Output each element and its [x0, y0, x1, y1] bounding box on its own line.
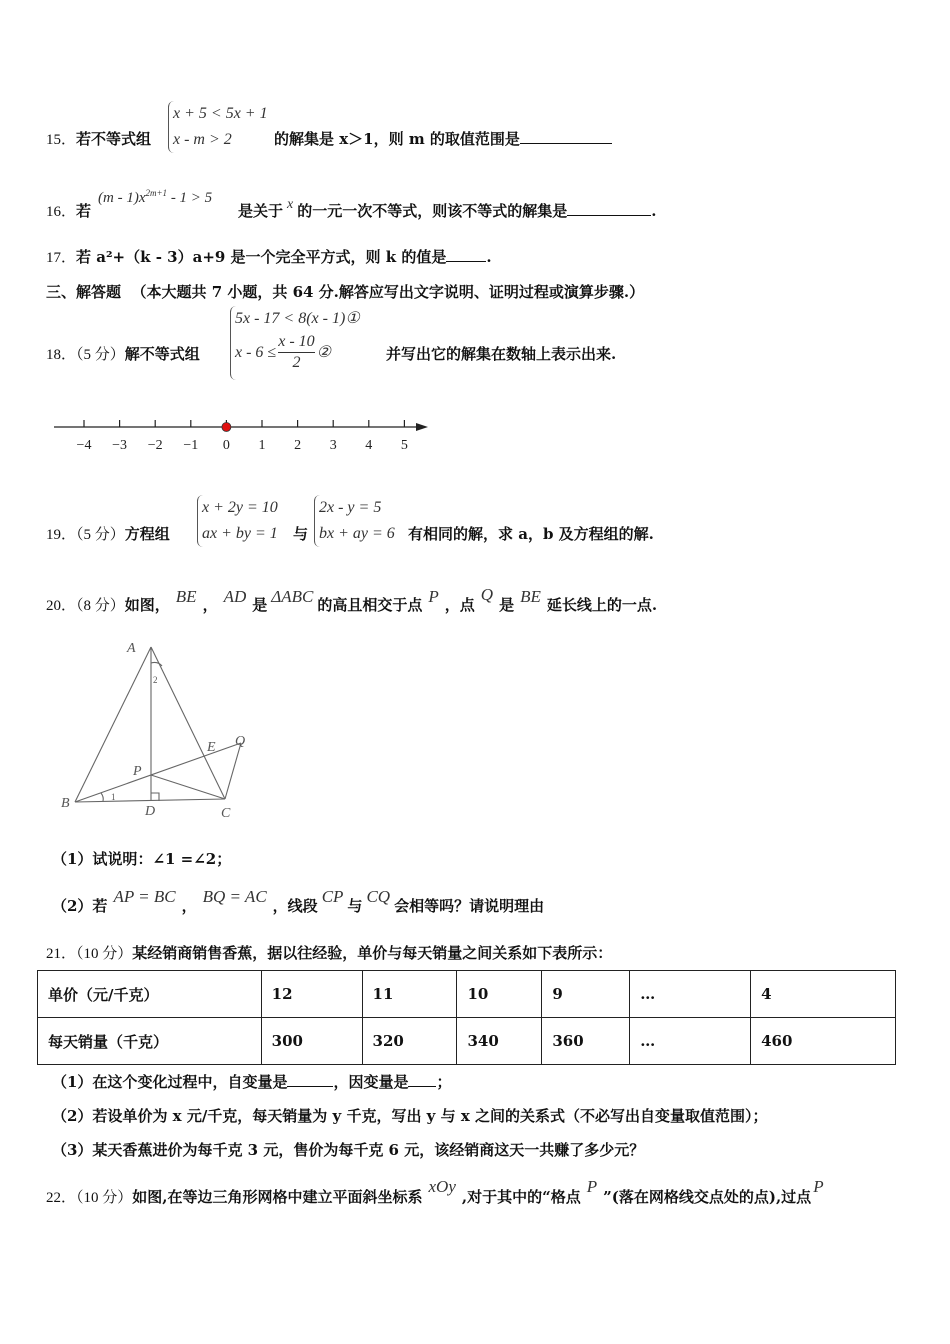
- number-line-tick-label: −4: [76, 438, 92, 453]
- q15-line1: x + 5 < 5x + 1: [173, 105, 268, 122]
- table-cell: 320: [362, 1018, 457, 1065]
- q21-part-3: （3）某天香蕉进价为每千克 3 元，售价为每千克 6 元，该经销商这天一共赚了多少元？: [52, 1141, 645, 1159]
- q18-system: [230, 306, 360, 380]
- q19-post: 有相同的解，求 a，b 及方程组的解.: [408, 525, 654, 543]
- number-line-tick-label: −3: [112, 438, 128, 453]
- table-cell: 单价（元/千克）: [38, 971, 262, 1018]
- q17: 17．若 a²+（k - 3）a+9 是一个完全平方式，则 k 的值是 .: [46, 248, 492, 266]
- q16-blank[interactable]: [567, 201, 651, 216]
- table-cell: 4: [751, 971, 896, 1018]
- label-angle-1: 1: [111, 792, 116, 802]
- q16-number: 16．: [46, 204, 77, 220]
- number-line-tick-label: 1: [258, 438, 266, 453]
- label-a: A: [127, 641, 136, 656]
- table-cell: …: [630, 971, 751, 1018]
- q19-and: 与: [293, 525, 309, 543]
- q15-number-and-stem: [46, 128, 151, 149]
- q15-system: [168, 101, 268, 153]
- table-cell: 10: [457, 971, 542, 1018]
- q18-line2: x - 6 ≤ $\frac{x - 10}{2}$ ②: [235, 333, 331, 371]
- q17-blank[interactable]: [446, 247, 486, 262]
- table-cell: 460: [751, 1018, 896, 1065]
- q15-blank[interactable]: [520, 129, 612, 144]
- number-line: [50, 410, 440, 455]
- number-line-point: [222, 423, 231, 432]
- table-cell: 340: [457, 1018, 542, 1065]
- table-cell: 360: [542, 1018, 630, 1065]
- q17-number: 17．: [46, 250, 77, 266]
- table-row: [38, 1018, 896, 1065]
- q18-stem: 18．（5 分）解不等式组: [46, 345, 200, 363]
- q21-blank-2[interactable]: [408, 1072, 436, 1087]
- q16: 16．若: [46, 202, 92, 220]
- number-line-arrow: [416, 423, 428, 431]
- segment-pc: [151, 775, 225, 799]
- q16-rest: 是关于 x 的一元一次不等式，则该不等式的解集是 .: [238, 197, 657, 220]
- q19-system-1: x + 2y = 10 ax + by = 1: [197, 495, 278, 547]
- q20-part-1: （1）试说明：∠1 =∠2；: [52, 850, 232, 868]
- number-line-tick-label: 3: [329, 438, 337, 453]
- number-line-tick-label: 2: [294, 438, 302, 453]
- q20-triangle-figure: [55, 635, 270, 825]
- q18-line1: 5x - 17 < 8(x - 1)①: [235, 310, 360, 327]
- label-b: B: [61, 796, 70, 811]
- number-line-tick-label: −1: [183, 438, 199, 453]
- table-cell: 11: [362, 971, 457, 1018]
- q21-stem: 21．（10 分）某经销商销售香蕉，据以往经验，单价与每天销量之间关系如下表所示：: [46, 944, 613, 962]
- section-3-heading: 三、解答题 （本大题共 7 小题，共 64 分.解答应写出文字说明、证明过程或演算步骤.）: [46, 283, 645, 301]
- label-angle-2: 2: [153, 675, 158, 685]
- q20-part-2: （2）若 AP = BC ， BQ = AC ，线段 CP 与 CQ 会相等吗？请说明理由: [52, 887, 545, 915]
- segment-bc: [75, 799, 225, 802]
- label-e: E: [207, 740, 216, 755]
- segment-qc: [225, 743, 241, 799]
- q18-post: 并写出它的解集在数轴上表示出来.: [386, 345, 617, 363]
- number-line-tick-label: 5: [400, 438, 408, 453]
- label-d: D: [145, 804, 156, 819]
- table-cell: …: [630, 1018, 751, 1065]
- table-cell: 每天销量（千克）: [38, 1018, 262, 1065]
- q22-stem: 22．（10 分）如图,在等边三角形网格中建立平面斜坐标系xOy,对于其中的“格点P”(落在网格线交点处的点),过点P: [46, 1177, 824, 1206]
- table-cell: 9: [542, 971, 630, 1018]
- q19-stem: 19．（5 分）方程组: [46, 525, 170, 543]
- label-p: P: [133, 764, 142, 779]
- q15-line2: x - m > 2: [173, 131, 232, 148]
- number-line-tick-label: 0: [222, 438, 230, 453]
- q15-pre: 若不等式组: [76, 130, 152, 148]
- table-row: [38, 971, 896, 1018]
- segment-ac: [151, 647, 225, 799]
- q19-system-2: 2x - y = 5 bx + ay = 6: [314, 495, 395, 547]
- q20-stem: 20．（8 分）如图， BE ， AD 是 ΔABC 的高且相交于点 P ，点Q是 BE 延长线上的一点.: [46, 585, 658, 614]
- table-cell: 300: [261, 1018, 362, 1065]
- q21-blank-1[interactable]: [287, 1072, 333, 1087]
- q21-part-1: （1）在这个变化过程中，自变量是 ，因变量是 ；: [52, 1073, 452, 1091]
- label-q: Q: [235, 734, 246, 749]
- q21-part-2: （2）若设单价为 x 元/千克，每天销量为 y 千克，写出 y 与 x 之间的关系式（不必写出自变量取值范围）；: [52, 1107, 768, 1125]
- number-line-tick-label: −2: [147, 438, 163, 453]
- label-c: C: [221, 806, 231, 821]
- q16-expression: $(m - 1)x^{2m+1} - 1 > 5$: [98, 188, 213, 206]
- number-line-tick-label: 4: [365, 438, 373, 453]
- q15-number: 15．: [46, 132, 77, 148]
- q21-table: [37, 970, 896, 1065]
- table-cell: 12: [261, 971, 362, 1018]
- q15-post: 的解集是 x＞1，则 m 的取值范围是: [274, 128, 612, 149]
- angle-1-arc: [101, 793, 103, 801]
